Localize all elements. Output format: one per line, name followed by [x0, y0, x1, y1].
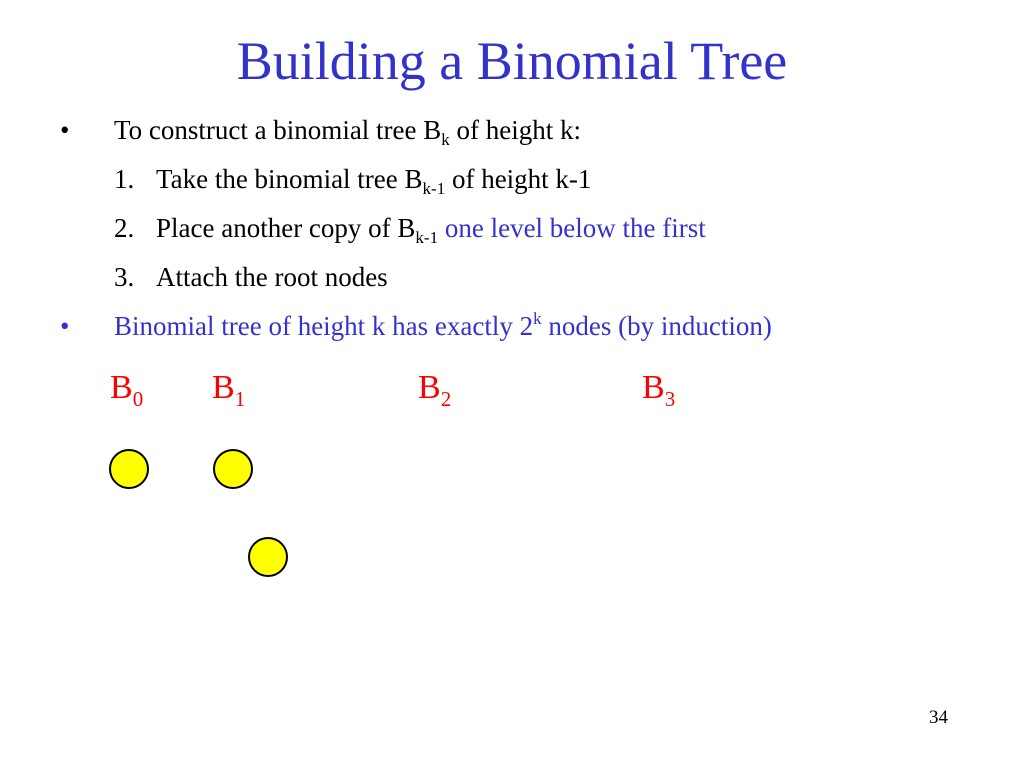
tree-label-subscript: 0	[132, 387, 144, 411]
tree-label-subscript: 2	[440, 387, 452, 411]
bullet-text: Binomial tree of height k has exactly 2	[114, 311, 534, 341]
page-number: 34	[929, 707, 948, 728]
bullet-text: of height k:	[449, 115, 582, 145]
tree-node-b1-root	[214, 450, 252, 488]
subscript: k	[441, 130, 450, 149]
subscript: k-1	[415, 228, 439, 247]
step-text: of height k-1	[445, 164, 592, 194]
step-number: 3.	[114, 262, 135, 292]
tree-label-subscript: 1	[234, 387, 246, 411]
subscript: k-1	[422, 179, 446, 198]
step-number: 2.	[114, 213, 135, 243]
tree-label-letter: B	[212, 369, 235, 406]
tree-node-b0-root	[110, 450, 148, 488]
tree-label-letter: B	[110, 369, 133, 406]
bullet-text: To construct a binomial tree B	[114, 115, 442, 145]
bullet-marker: •	[60, 115, 70, 145]
step-text: Take the binomial tree B	[156, 164, 423, 194]
slide-title: Building a Binomial Tree	[236, 31, 788, 91]
bullet-text: nodes (by induction)	[541, 311, 772, 341]
bullet-marker: •	[60, 311, 70, 341]
step-highlight: one level below the first	[444, 213, 706, 243]
superscript: k	[533, 309, 542, 328]
step-number: 1.	[114, 164, 135, 194]
step-text: Place another copy of B	[156, 213, 416, 243]
tree-node-b1-child	[249, 538, 287, 576]
tree-label-letter: B	[642, 369, 665, 406]
tree-label-subscript: 3	[664, 387, 676, 411]
step-text: Attach the root nodes	[156, 262, 388, 292]
tree-label-letter: B	[418, 369, 441, 406]
